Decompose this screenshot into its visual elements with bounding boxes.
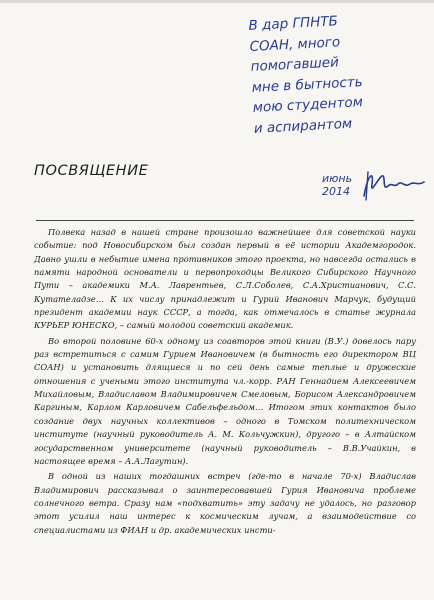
- divider: [36, 220, 414, 221]
- paragraph: Полвека назад в нашей стране произошло важнейшее для советской науки событие: под Новосибирском был создан первый в её истории Академгородок. Давно ушли в небытие имена противников этого проекта, но навсегда остались в памяти народной основатели и первопроходцы Великого Сибирского Научного Пути – академики М.А. Лаврентьев, С.Л.Соболев, С.А.Христианович, С.С. Кутателадзе… К их числу принадлежит и Гурий Иванович Марчук, будущий президент академии наук СССР, а тогда, как отмечалось в статье журнала КУРЬЕР ЮНЕСКО, – самый молодой советский академик.: [34, 227, 416, 331]
- handwritten-inscription: [248, 7, 434, 139]
- inscription-line: мне в бытность: [251, 73, 364, 96]
- inscription-line: СОАН, много: [249, 33, 341, 55]
- inscription-date: [322, 172, 352, 198]
- inscription-line: помогавшей: [250, 54, 340, 75]
- body-text: [34, 226, 416, 537]
- paragraph: В одной из наших тогдашних встреч (где-то в начале 70-х) Владислав Владимирович рассказывал о заинтересовавшей Гурия Ивановича проблеме солнечного ветра. Сразу нам «подхватить» эту задачу не удалось, но разговор этот усилил наш интерес к космическим лучам, а взаимодействие со специалистами из ФИАН и др. академических инсти-: [34, 471, 416, 535]
- paragraph: Во второй половине 60-х одному из соавторов этой книги (В.У.) довелось пару раз встретиться с самим Гурием Ивановичем (в бытность его директором ВЦ СОАН) и установить длящиеся и по сей день самые теплые и дружеские отношения с учеными этого института чл.-корр. РАН Геннадием Алексеевичем Михайловым, Владиславом Владимировичем Смеловым, Борисом Александровичем Каргиным, Карлом Карловичем Сабельфельдом… Итогом этих контактов было создание двух научных коллективов – одного в Томском политехническом институте (научный руководитель А. М. Кольчужкин), другого – в Алтайском государственном университете (научный руководитель – В.В.Учайкин, в настоящее время – А.А.Лагутин).: [34, 335, 416, 466]
- signature-block: [322, 166, 432, 222]
- page-title: ПОСВЯЩЕНИЕ: [34, 163, 149, 179]
- date-month: июнь: [322, 172, 353, 185]
- page-edge: [0, 0, 434, 3]
- inscription-line: и аспирантом: [253, 115, 353, 137]
- inscription-line: мою студентом: [252, 94, 364, 116]
- inscription-line: В дар ГПНТБ: [248, 13, 339, 34]
- handwritten-signature: [358, 166, 428, 206]
- date-year: 2014: [322, 185, 350, 198]
